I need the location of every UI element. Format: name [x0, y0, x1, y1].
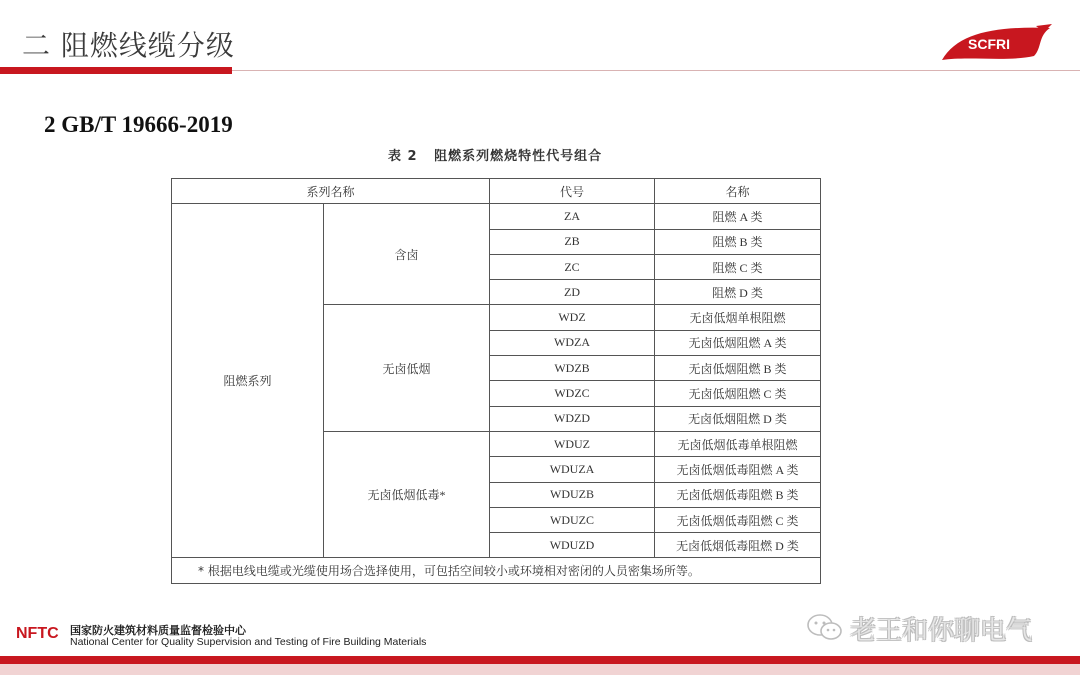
- bottom-accent-bar: [0, 656, 1080, 664]
- bottom-pink-band: [0, 664, 1080, 675]
- code-cell: WDZA: [490, 330, 655, 355]
- header-name: 名称: [655, 179, 821, 204]
- name-cell: 阻燃 B 类: [655, 229, 821, 254]
- table-header-row: [172, 179, 821, 204]
- section-heading: 2 GB/T 19666-2019: [44, 112, 233, 137]
- header-series-name: 系列名称: [172, 179, 490, 204]
- title-accent-bar: [0, 67, 232, 74]
- code-cell: WDUZA: [490, 457, 655, 482]
- group-name-cell: 无卤低烟低毒*: [324, 431, 490, 557]
- slide-title: 二 阻燃线缆分级: [22, 29, 235, 62]
- wechat-icon: [806, 613, 844, 643]
- group-name-cell: 含卤: [324, 204, 490, 305]
- name-cell: 无卤低烟低毒阻燃 C 类: [655, 507, 821, 532]
- code-cell: WDZC: [490, 381, 655, 406]
- name-cell: 无卤低烟低毒单根阻燃: [655, 431, 821, 456]
- watermark: [806, 608, 1032, 648]
- logo-text: SCFRI: [968, 36, 1010, 52]
- code-cell: WDUZB: [490, 482, 655, 507]
- name-cell: 无卤低烟低毒阻燃 B 类: [655, 482, 821, 507]
- group-name-cell: 无卤低烟: [324, 305, 490, 431]
- code-cell: WDZB: [490, 356, 655, 381]
- name-cell: 阻燃 D 类: [655, 280, 821, 305]
- header-code: 代号: [490, 179, 655, 204]
- code-cell: WDUZ: [490, 431, 655, 456]
- name-cell: 无卤低烟阻燃 C 类: [655, 381, 821, 406]
- table-caption: 表 2 阻燃系列燃烧特性代号组合: [388, 149, 603, 164]
- name-cell: 无卤低烟低毒阻燃 A 类: [655, 457, 821, 482]
- code-cell: ZD: [490, 280, 655, 305]
- table-note-row: [172, 558, 821, 583]
- series-name-cell: 阻燃系列: [172, 204, 324, 558]
- watermark-text: 老王和你聊电气: [850, 615, 1033, 646]
- spec-table: [171, 178, 821, 584]
- name-cell: 无卤低烟低毒阻燃 D 类: [655, 533, 821, 558]
- name-cell: 无卤低烟阻燃 D 类: [655, 406, 821, 431]
- footer-org-cn: 国家防火建筑材料质量监督检验中心: [70, 624, 246, 637]
- footer-org-abbr: NFTC: [16, 625, 59, 642]
- table-row: [172, 204, 821, 229]
- name-cell: 阻燃 A 类: [655, 204, 821, 229]
- title-divider-line: [232, 70, 1080, 71]
- scfri-logo: [938, 22, 1056, 66]
- code-cell: ZC: [490, 254, 655, 279]
- code-cell: WDZ: [490, 305, 655, 330]
- table-note: * 根据电线电缆或光缆使用场合选择使用，可包括空间较小或环境相对密闭的人员密集场所等。: [172, 558, 821, 583]
- footer-org-en: National Center for Quality Supervision and Testing of Fire Building Materials: [70, 636, 427, 648]
- code-cell: ZB: [490, 229, 655, 254]
- code-cell: WDZD: [490, 406, 655, 431]
- name-cell: 无卤低烟阻燃 B 类: [655, 356, 821, 381]
- code-cell: WDUZC: [490, 507, 655, 532]
- name-cell: 阻燃 C 类: [655, 254, 821, 279]
- code-cell: ZA: [490, 204, 655, 229]
- code-cell: WDUZD: [490, 533, 655, 558]
- name-cell: 无卤低烟阻燃 A 类: [655, 330, 821, 355]
- name-cell: 无卤低烟单根阻燃: [655, 305, 821, 330]
